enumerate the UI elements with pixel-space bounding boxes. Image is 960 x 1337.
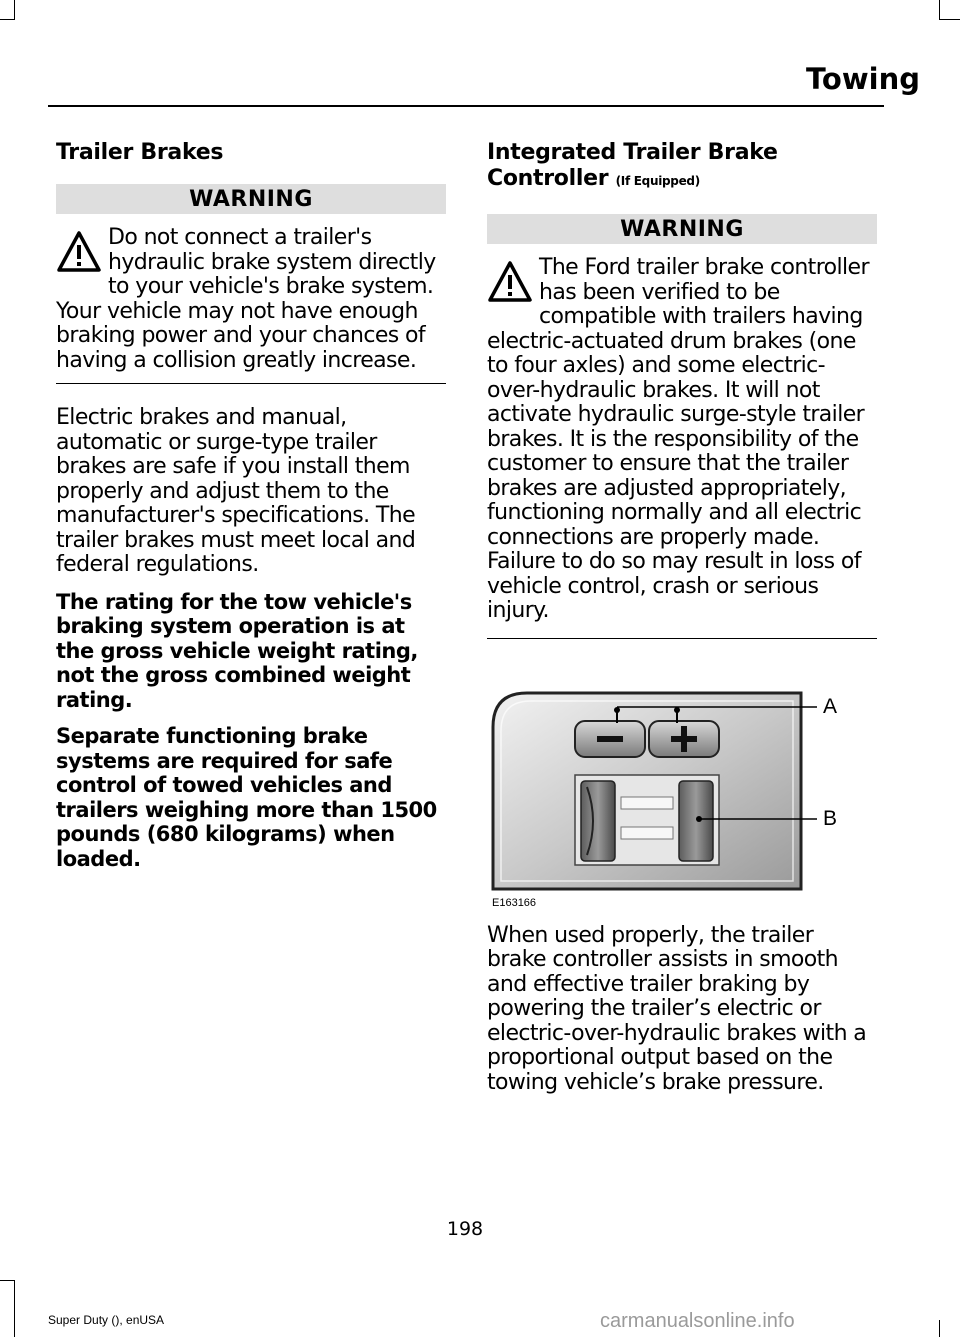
warning-triangle-icon (487, 260, 533, 304)
bold-paragraph: Separate functioning brake systems are required for safe control of towed vehicles and trailers weighing more than 1500 pounds (680 kilograms) when loaded. (56, 724, 437, 871)
figure-label-b: B (823, 806, 838, 830)
warning-body (56, 226, 446, 373)
crop-mark (14, 0, 15, 20)
warning-rule (56, 383, 446, 384)
header-rule (48, 105, 884, 107)
body-paragraph: When used properly, the trailer brake controller assists in smooth and effective trailer braking by powering the trailer’s electric or electric-over-hydraulic brakes with a proportional output based on the towing vehicle’s brake pressure. (487, 922, 867, 1095)
figure-code: E163166 (492, 896, 537, 909)
crop-mark (939, 0, 940, 20)
footer-doc: Super Duty (), enUSA (48, 1313, 165, 1327)
warning-body (487, 256, 877, 624)
section-heading: Trailer Brakes (56, 140, 224, 165)
warning-label: WARNING (56, 184, 446, 214)
crop-mark (939, 1320, 940, 1337)
warning-rule (487, 638, 877, 639)
brake-controller-figure (487, 687, 877, 912)
right-column (487, 140, 877, 1095)
page-number: 198 (446, 1218, 484, 1240)
section-heading (487, 140, 877, 194)
crop-mark (939, 19, 960, 20)
brake-controller-illustration (487, 687, 877, 897)
section-heading-text: Integrated Trailer Brake Controller (487, 140, 778, 191)
body-paragraph: Electric brakes and manual, automatic or surge-type trailer brakes are safe if you install them properly and adjust them to the manufacturer's specifications. The trailer brakes must meet local and federal regulations. (56, 405, 416, 577)
warning-label: WARNING (487, 214, 877, 244)
heading-note: (If Equipped) (615, 174, 700, 188)
crop-mark (0, 19, 15, 20)
warning-text: Do not connect a trailer's hydraulic brake system directly to your vehicle's brake system. Your vehicle may not have enough braking power and your chances of having a collision greatly increase. (56, 225, 436, 373)
page-title: Towing (806, 62, 920, 96)
left-column (56, 140, 446, 871)
warning-triangle-icon (56, 230, 102, 274)
bold-paragraph: The rating for the tow vehicle's braking system operation is at the gross vehicle weight rating, not the gross combined weight rating. (56, 589, 418, 712)
figure-label-a: A (823, 694, 838, 718)
crop-mark (0, 1280, 15, 1281)
crop-mark (14, 1280, 15, 1337)
warning-text: The Ford trailer brake controller has been verified to be compatible with trailers having electric-actuated drum brakes (one to four axles) and some electric-over-hydraulic brakes. It will not activate hydraulic surge-style trailer brakes. It is the responsibility of the customer to ensure that the trailer brakes are adjusted appropriately, functioning normally and all electric connections are properly made. Failure to do so may result in loss of vehicle control, crash or serious injury. (487, 255, 869, 623)
watermark: carmanualsonline.info (600, 1310, 795, 1332)
